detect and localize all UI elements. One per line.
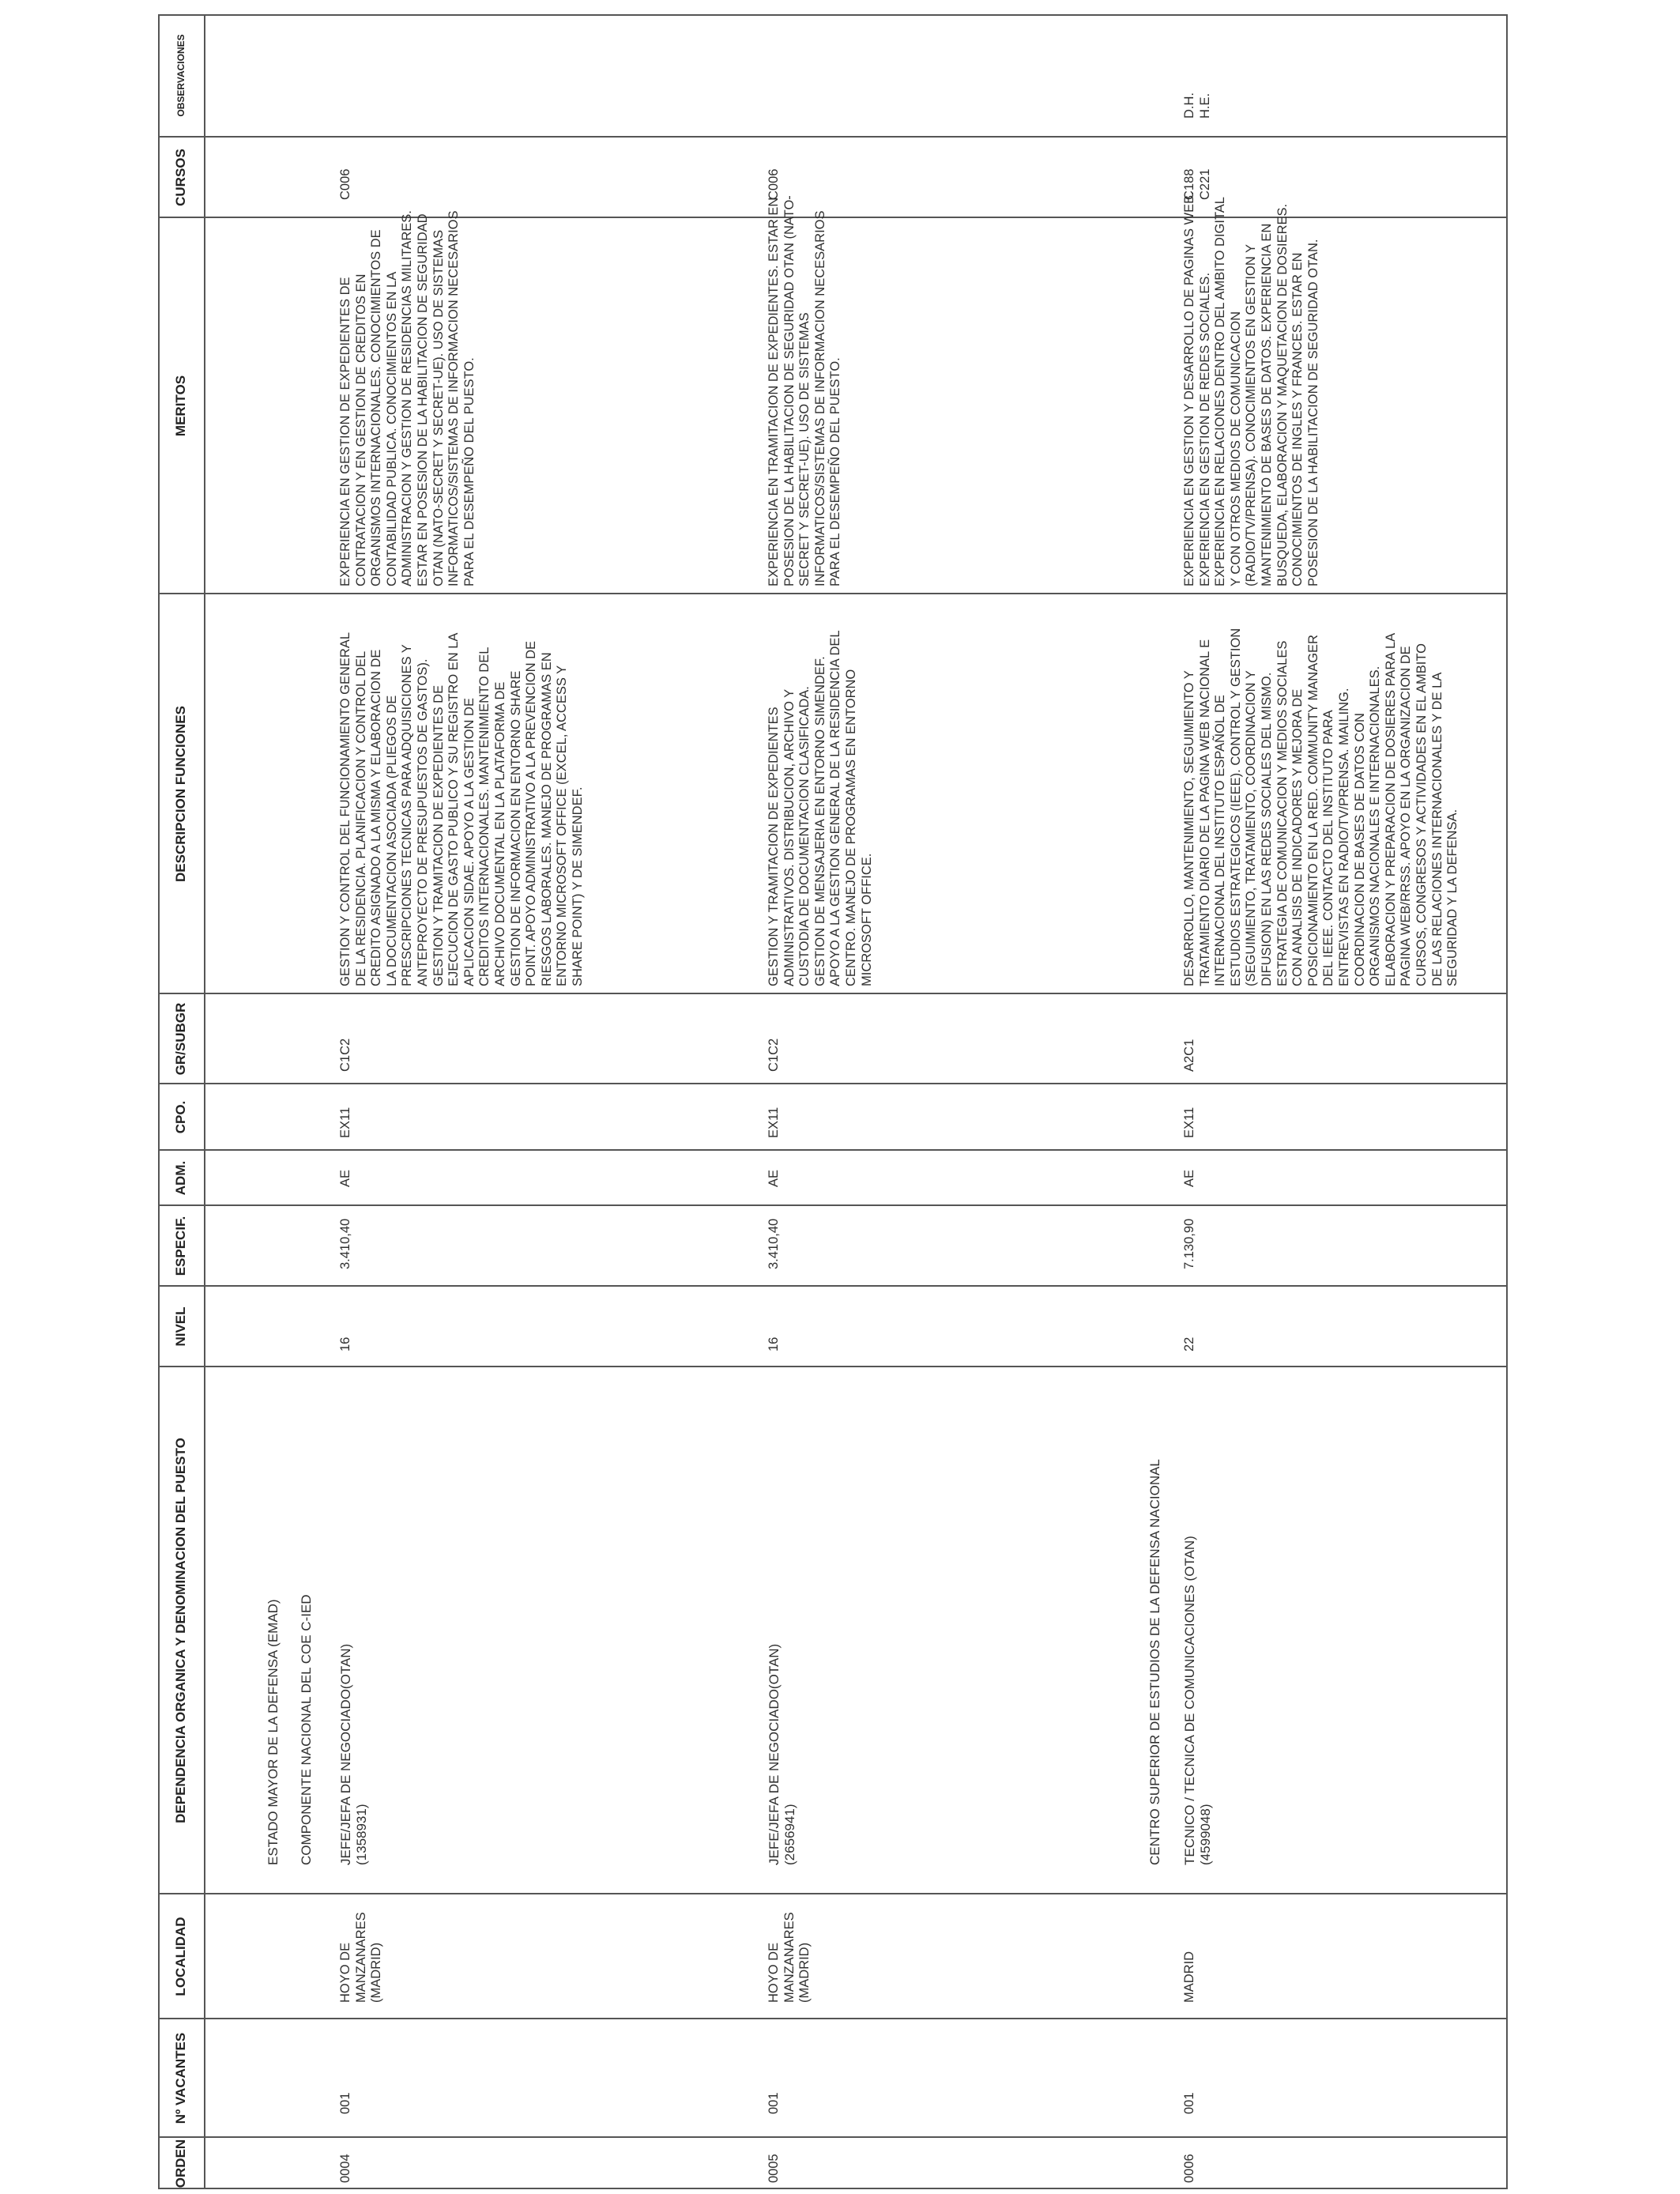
meritos-cell: EXPERIENCIA EN GESTION DE EXPEDIENTES DE CONTRATACION Y EN GESTION DE CREDITOS EN ORGANISMOS INTERNACIONALES. CONOCIMIENTOS DE CONTABILIDAD PUBLICA. CONOCIMIENTOS EN LA ADMINISTRACION Y GESTION DE RESIDENCIAS MILITARES. ESTAR EN POSESION DE LA HABILITACION DE SEGURIDAD OTAN (NATO-SECRET Y SECRET-UE). USO DE SISTEMAS INFORMATICOS/SISTEMAS DE INFORMACION NECESARIOS PARA EL DESEMPEÑO DEL PUESTO. (338, 210, 477, 586)
grsubgr-cell: C1C2 (338, 1038, 352, 1072)
especif-cell: 3.410,40 (338, 1218, 352, 1269)
localidad-cell: MADRID (1182, 1951, 1196, 2003)
descripcion-cell: GESTION Y CONTROL DEL FUNCIONAMIENTO GENERAL DE LA RESIDENCIA. PLANIFICACION Y CONTROL DEL CREDITO ASIGNADO A LA MISMA Y ELABORACION DE LA DOCUMENTACION ASOCIADA (PLIEGOS DE PRESCRIPCIONES TECNICAS PARA ADQUISICIONES Y ANTEPROYECTO DE PRESUPUESTOS DE GASTOS). GESTION Y TRAMITACION DE EXPEDIENTES DE EJECUCION DE GASTO PUBLICO Y SU REGISTRO EN LA APLICACION SIDAE. APOYO A LA GESTION DE CREDITOS INTERNACIONALES. MANTENIMIENTO DEL ARCHIVO DOCUMENTAL EN LA PLATAFORMA DE GESTION DE INFORMACION EN ENTORNO SHARE POINT. APOYO ADMINISTRATIVO A LA PREVENCION DE RIESGOS LABORALES. MANEJO DE PROGRAMAS EN ENTORNO MICROSOFT OFFICE (EXCEL, ACCESS Y SHARE POINT) Y DE SIMENDEF. (338, 631, 585, 986)
header-orden: ORDEN (173, 2139, 188, 2188)
localidad-cell: HOYO DE MANZANARES (MADRID) (767, 1912, 812, 2003)
meritos-cell: EXPERIENCIA EN TRAMITACION DE EXPEDIENTES. ESTAR EN POSESION DE LA HABILITACION DE SEGURIDAD OTAN (NATO- SECRET Y SECRET-UE). USO DE SISTEMAS INFORMATICOS/SISTEMAS DE INFORMACION NECESARIOS PARA EL DESEMPEÑO DEL PUESTO. (767, 195, 843, 586)
header-observaciones: OBSERVACIONES (175, 34, 186, 117)
col-divider (158, 2018, 1508, 2019)
col-divider (158, 993, 1508, 994)
grsubgr-cell: A2C1 (1182, 1039, 1196, 1072)
observaciones-cell: D.H. H.E. (1182, 92, 1212, 119)
nivel-cell: 16 (338, 1336, 352, 1351)
vacantes-cell: 001 (338, 2092, 352, 2114)
adm-cell: AE (1182, 1169, 1196, 1187)
descripcion-cell: GESTION Y TRAMITACION DE EXPEDIENTES ADMINISTRATIVOS. DISTRIBUCION, ARCHIVO Y CUSTODIA DE DOCUMENTACION CLASIFICADA. GESTION DE MENSAJERIA EN ENTORNO SIMENDEF. APOYO A LA GESTION GENERAL DE LA RESIDENCIA DEL CENTRO. MANEJO DE PROGRAMAS EN ENTORNO MICROSOFT OFFICE. (767, 630, 874, 986)
vacantes-cell: 001 (1182, 2092, 1196, 2114)
meritos-cell: EXPERIENCIA EN GESTION Y DESARROLLO DE PAGINAS WEB. EXPERIENCIA EN GESTION DE REDES SOCIALES. EXPERIENCIA EN RELACIONES DENTRO DEL AMBITO DIGITAL Y CON OTROS MEDIOS DE COMUNICACION (RADIO/TV/PRENSA). CONOCIMIENTOS EN GESTION Y MANTENIMIENTO DE BASES DE DATOS. EXPERIENCIA EN BUSQUEDA, ELABORACION Y MAQUETACION DE DOSIERES. CONOCIMIENTOS DE INGLES Y FRANCES. ESTAR EN POSESION DE LA HABILITACION DE SEGURIDAD OTAN. (1182, 191, 1320, 586)
col-divider (158, 1149, 1508, 1151)
header-especif: ESPECIF. (173, 1216, 188, 1276)
group-heading-componente: COMPONENTE NACIONAL DEL COE C-IED (299, 1594, 314, 1865)
grsubgr-cell: C1C2 (767, 1038, 781, 1072)
header-meritos: MERITOS (173, 375, 188, 437)
cursos-cell: C006 (338, 168, 352, 200)
descripcion-cell: DESARROLLO, MANTENIMIENTO, SEGUIMIENTO Y TRATAMIENTO DIARIO DE LA PAGINA WEB NACIONAL E INTERNACIONAL DEL INSTITUTO ESPAÑOL DE ESTUDIOS ESTRATEGICOS (IEEE). CONTROL Y GESTION (SEGUIMIENTO, TRATAMIENTO, COORDINACION Y DIFUSION) EN LAS REDES SOCIALES DEL MISMO. ESTRATEGIA DE COMUNICACION Y MEDIOS SOCIALES CON ANALISIS DE INDICADORES Y MEJORA DE POSICIONAMIENTO EN LA RED. COMMUNITY MANAGER DEL IEEE. CONTACTO DEL INSTITUTO PARA ENTREVISTAS EN RADIO/TV/PRENSA. MAILING. COORDINACION DE BASES DE DATOS CON ORGANISMOS NACIONALES E INTERNACIONALES. ELABORACION Y PREPARACION DE DOSIERES PARA LA PAGINA WEB/RRSS. APOYO EN LA ORGANIZACION DE CURSOS, CONGRESOS Y ACTIVIDADES EN EL AMBITO DE LAS RELACIONES INTERNACIONALES Y DE LA SEGURIDAD Y LA DEFENSA. (1182, 628, 1460, 986)
col-divider (158, 1204, 1508, 1206)
header-row (158, 14, 205, 2189)
header-adm: ADM. (173, 1160, 188, 1196)
adm-cell: AE (767, 1169, 781, 1187)
col-divider (158, 593, 1508, 594)
especif-cell: 3.410,40 (767, 1218, 781, 1269)
header-grsubgr: GR/SUBGR (173, 1002, 188, 1076)
header-nivel: NIVEL (173, 1306, 188, 1347)
header-localidad: LOCALIDAD (173, 1917, 188, 1996)
col-divider (158, 1083, 1508, 1084)
header-descripcion: DESCRIPCION FUNCIONES (173, 706, 188, 882)
cursos-cell: C006 (767, 168, 781, 200)
col-divider (158, 2136, 1508, 2138)
header-vacantes: Nº VACANTES (173, 2032, 188, 2124)
orden-cell: 0006 (1182, 2154, 1196, 2183)
puesto-cell: JEFE/JEFA DE NEGOCIADO(OTAN) (2656941) (767, 1643, 797, 1865)
cursos-cell: C188 C221 (1182, 168, 1212, 200)
header-cpo: CPO. (173, 1100, 188, 1134)
orden-cell: 0005 (767, 2154, 781, 2183)
especif-cell: 7.130,90 (1182, 1218, 1196, 1269)
col-divider (158, 1285, 1508, 1287)
adm-cell: AE (338, 1169, 352, 1187)
orden-cell: 0004 (338, 2154, 352, 2183)
puesto-cell: TECNICO / TECNICA DE COMUNICACIONES (OTAN) (4599048) (1182, 1536, 1213, 1865)
cpo-cell: EX11 (1182, 1106, 1196, 1138)
col-divider (158, 136, 1508, 138)
col-divider (158, 1366, 1508, 1367)
nivel-cell: 22 (1182, 1336, 1196, 1351)
rotated-table (158, 14, 1508, 2189)
header-dependencia: DEPENDENCIA ORGANICA Y DENOMINACION DEL PUESTO (173, 1438, 188, 1823)
cpo-cell: EX11 (767, 1106, 781, 1138)
nivel-cell: 16 (767, 1336, 781, 1351)
group-heading-ceseden: CENTRO SUPERIOR DE ESTUDIOS DE LA DEFENSA NACIONAL (1147, 1459, 1162, 1865)
cpo-cell: EX11 (338, 1106, 352, 1138)
col-divider (158, 1893, 1508, 1894)
localidad-cell: HOYO DE MANZANARES (MADRID) (338, 1912, 384, 2003)
group-heading-emad: ESTADO MAYOR DE LA DEFENSA (EMAD) (266, 1599, 281, 1865)
vacantes-cell: 001 (767, 2092, 781, 2114)
header-cursos: CURSOS (173, 149, 188, 206)
puesto-cell: JEFE/JEFA DE NEGOCIADO(OTAN) (1358931) (338, 1643, 369, 1865)
